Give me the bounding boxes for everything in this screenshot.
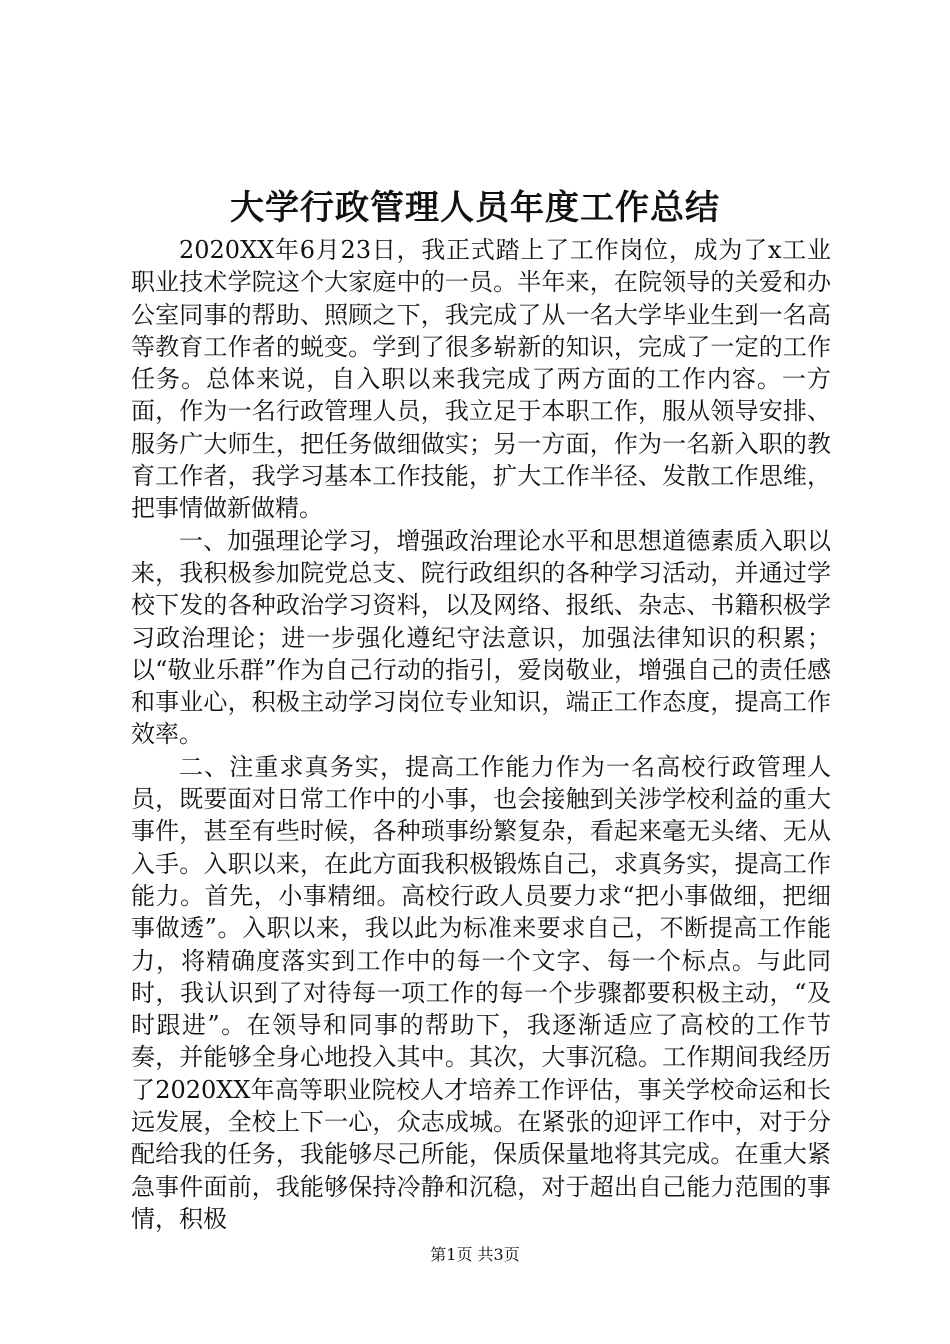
paragraph-intro: 2020XX年6月23日，我正式踏上了工作岗位，成为了x工业职业技术学院这个大家庭中的一员。半年来，在院领导的关爱和办公室同事的帮助、照顾之下，我完成了从一名大学毕业生到一名高等教育工作者的蜕变。学到了很多崭新的知识，完成了一定的工作任务。总体来说，自入职以来我完成了两方面的工作内容。一方面，作为一名行政管理人员，我立足于本职工作，服从领导安排、服务广大师生，把任务做细做实；另一方面，作为一名新入职的教育工作者，我学习基本工作技能，扩大工作半径、发散工作思维，把事情做新做精。 xyxy=(131,236,831,523)
paragraph-section-two: 二、注重求真务实，提高工作能力作为一名高校行政管理人员，既要面对日常工作中的小事，也会接触到关涉学校利益的重大事件，甚至有些时候，各种琐事纷繁复杂，看起来毫无头绪、无从入手。入职以来，在此方面我积极锻炼自己，求真务实，提高工作能力。首先，小事精细。高校行政人员要力求“把小事做细，把细事做透”。入职以来，我以此为标准来要求自己，不断提高工作能力，将精确度落实到工作中的每一个文字、每一个标点。与此同时，我认识到了对待每一项工作的每一个步骤都要积极主动，“及时跟进”。在领导和同事的帮助下，我逐渐适应了高校的工作节奏，并能够全身心地投入其中。其次，大事沉稳。工作期间我经历了2020XX年高等职业院校人才培养工作评估，事关学校命运和长远发展，全校上下一心，众志成城。在紧张的迎评工作中，对于分配给我的任务，我能够尽己所能，保质保量地将其完成。在重大紧急事件面前，我能够保持冷静和沉稳，对于超出自己能力范围的事情，积极 xyxy=(131,752,831,1233)
document-title: 大学行政管理人员年度工作总结 xyxy=(230,188,720,228)
paragraph-section-one: 一、加强理论学习，增强政治理论水平和思想道德素质入职以来，我积极参加院党总支、院行政组织的各种学习活动，并通过学校下发的各种政治学习资料，以及网络、报纸、杂志、书籍积极学习政治理论；进一步强化遵纪守法意识，加强法律知识的积累；以“敬业乐群”作为自己行动的指引，爱岗敬业，增强自己的责任感和事业心，积极主动学习岗位专业知识，端正工作态度，提高工作效率。 xyxy=(131,526,831,749)
document-body xyxy=(131,234,831,1235)
page-number-footer: 第1页 共3页 xyxy=(430,1245,520,1264)
